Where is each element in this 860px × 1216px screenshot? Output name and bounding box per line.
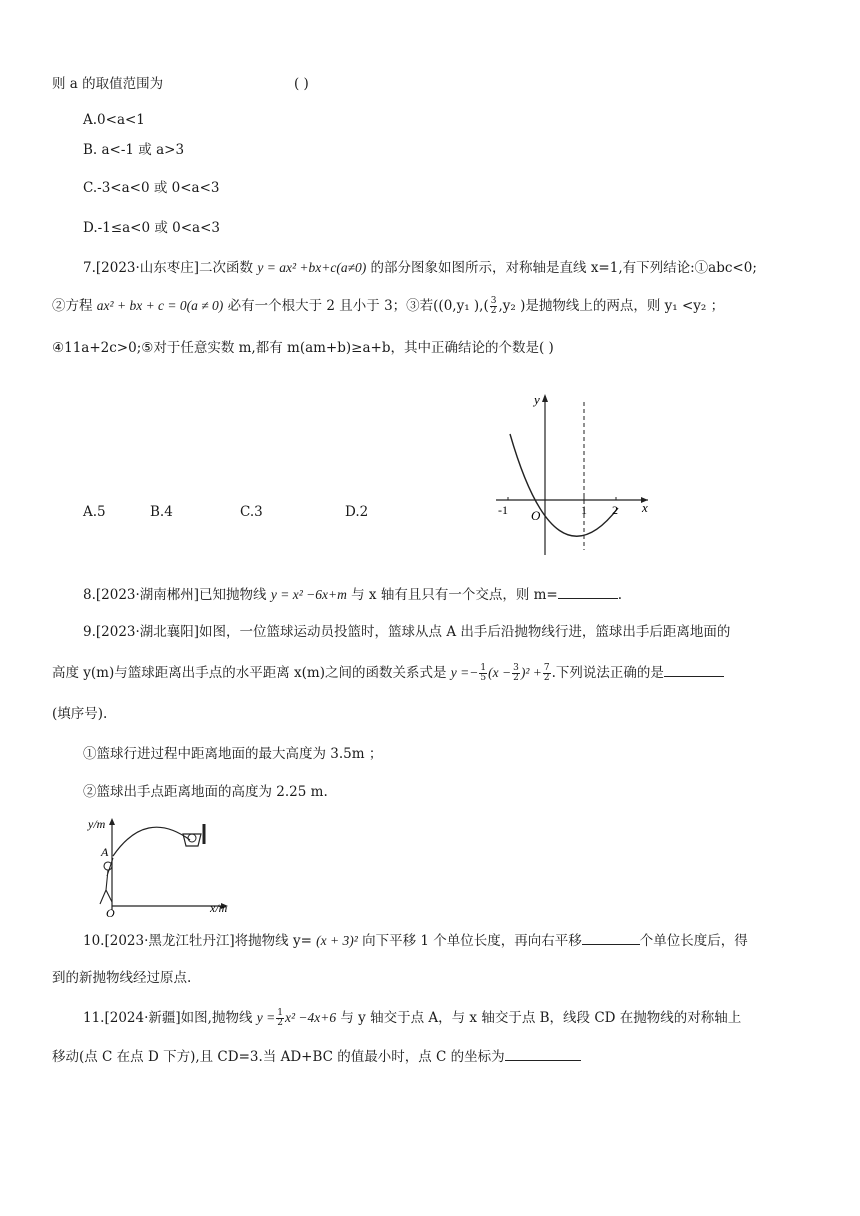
q7-y-label: y xyxy=(534,392,540,407)
q7-parabola-graph xyxy=(490,390,660,560)
q9-frac-3: $\frac{7}{2}$ xyxy=(543,663,550,683)
q9-hoop-icon xyxy=(183,834,201,846)
q8-answer-blank[interactable] xyxy=(558,584,618,599)
q7-equation: ax² + bx + c = 0(a ≠ 0) xyxy=(96,298,224,313)
q7-fraction xyxy=(490,297,498,316)
q9-y-label: y/m xyxy=(88,817,106,831)
q11-line1-b: 与 y 轴交于点 A，与 x 轴交于点 B，线段 CD 在抛物线的对称轴上 xyxy=(340,1010,742,1026)
q11-function-rest: x² −4x+6 xyxy=(284,1010,337,1025)
q9-point-a-label: A xyxy=(101,845,109,859)
q9-line-1: 9.[2023·湖北襄阳]如图，一位篮球运动员投篮时，篮球从点 A 出手后沿抛物线行进，篮球出手后距离地面的 xyxy=(83,624,731,640)
q9-answer-blank[interactable] xyxy=(664,662,724,677)
q7-frac-denominator: 2 xyxy=(490,306,497,316)
q7-tick-label-neg1: -1 xyxy=(498,503,508,517)
q6-stem xyxy=(52,74,163,94)
q7-line2-a: ②方程 xyxy=(52,298,97,314)
q10-line-1 xyxy=(83,930,748,951)
q7-option-a: A.5 xyxy=(83,504,106,520)
q9-trajectory xyxy=(113,827,190,856)
q8-function: y = x² −6x+m xyxy=(270,587,347,602)
q11-function-y: y = xyxy=(256,1010,276,1025)
q6-option-a: A.0<a<1 xyxy=(83,112,145,128)
q9-basketball-figure xyxy=(86,814,246,918)
q9-statement-1: ①篮球行进过程中距离地面的最大高度为 3.5m ； xyxy=(83,746,383,762)
q7-origin-label: O xyxy=(531,508,541,523)
q10-function: (x + 3)² xyxy=(316,933,358,948)
q10-line-2: 到的新抛物线经过原点. xyxy=(52,970,192,986)
q6-answer-paren: ( ) xyxy=(294,76,309,92)
q7-line-2 xyxy=(52,296,724,316)
q9-function-square: )² + xyxy=(520,665,542,680)
q8-end: . xyxy=(617,587,623,603)
q9-function-start: y =− xyxy=(450,665,479,680)
q10-line1-b: 向下平移 1 个单位长度，再向右平移 xyxy=(362,933,582,949)
q7-tick-label-2: 2 xyxy=(612,503,618,517)
q6-stem-text: 则 a 的取值范围为 xyxy=(52,76,164,92)
q11-line2-text: 移动(点 C 在点 D 下方),且 CD=3.当 AD+BC 的值最小时，点 C 的坐标为 xyxy=(52,1049,505,1065)
q11-prefix: 11.[2024·新疆]如图,抛物线 xyxy=(83,1010,257,1026)
q11-frac: $\frac{1}{2}$ xyxy=(277,1008,283,1028)
q9-line-2 xyxy=(52,662,724,683)
q6-option-d: D.-1≤a<0 或 0<a<3 xyxy=(83,220,220,236)
q7-option-b: B.4 xyxy=(150,504,173,520)
q9-player-body-icon xyxy=(100,858,113,904)
q7-line1-rest: 的部分图象如图所示，对称轴是直线 x=1,有下列结论:①abc<0; xyxy=(370,260,757,276)
q7-line-3: ④11a+2c>0;⑤对于任意实数 m,都有 m(am+b)≥a+b，其中正确结论的个数是( ) xyxy=(52,340,554,356)
q9-frac-1: $\frac{1}{5}$ xyxy=(480,663,487,683)
q8-rest: 与 x 轴有且只有一个交点，则 m= xyxy=(351,587,558,603)
q8-line xyxy=(83,584,622,605)
q11-line-1 xyxy=(83,1008,741,1028)
q7-line2-b: 必有一个根大于 2 且小于 3；③若((0,y₁ ),( xyxy=(227,298,489,314)
q9-line-3: (填序号). xyxy=(52,706,108,722)
q7-tick-label-1: 1 xyxy=(581,503,587,517)
q7-prefix: 7.[2023·山东枣庄]二次函数 xyxy=(83,260,258,276)
q6-option-b: B. a<-1 或 a>3 xyxy=(83,142,185,158)
q9-statement-2: ②篮球出手点距离地面的高度为 2.25 m. xyxy=(83,784,328,800)
q10-prefix: 10.[2023·黑龙江牡丹江]将抛物线 y= xyxy=(83,933,317,949)
q7-function: y = ax² +bx+c(a≠0) xyxy=(257,260,367,275)
q9-line2-b: .下列说法正确的是 xyxy=(551,665,664,681)
q10-answer-blank[interactable] xyxy=(582,930,640,945)
q9-origin-label: O xyxy=(106,906,115,918)
q9-ball-icon xyxy=(188,834,196,842)
q6-option-c: C.-3<a<0 或 0<a<3 xyxy=(83,180,220,196)
q7-parabola-curve xyxy=(510,434,618,536)
q11-line-2 xyxy=(52,1046,581,1067)
q7-option-d: D.2 xyxy=(345,504,369,520)
q7-frac-numerator: 3 xyxy=(490,296,497,306)
q7-option-c: C.3 xyxy=(240,504,263,520)
q8-prefix: 8.[2023·湖南郴州]已知抛物线 xyxy=(83,587,271,603)
q10-line1-c: 个单位长度后，得 xyxy=(639,933,748,949)
q9-y-arrow xyxy=(109,818,115,825)
q9-function-mid: (x − xyxy=(488,665,512,680)
q7-line-1 xyxy=(83,258,757,278)
q9-frac-2: $\frac{3}{2}$ xyxy=(513,663,519,683)
q7-line2-c: ,y₂ )是抛物线上的两点，则 y₁ <y₂ ； xyxy=(498,298,725,314)
q7-x-label: x xyxy=(642,500,648,515)
q11-answer-blank[interactable] xyxy=(505,1046,581,1061)
q9-x-label: x/m xyxy=(210,901,228,915)
q7-y-arrow xyxy=(542,394,548,402)
q9-line2-a: 高度 y(m)与篮球距离出手点的水平距离 x(m)之间的函数关系式是 xyxy=(52,665,451,681)
